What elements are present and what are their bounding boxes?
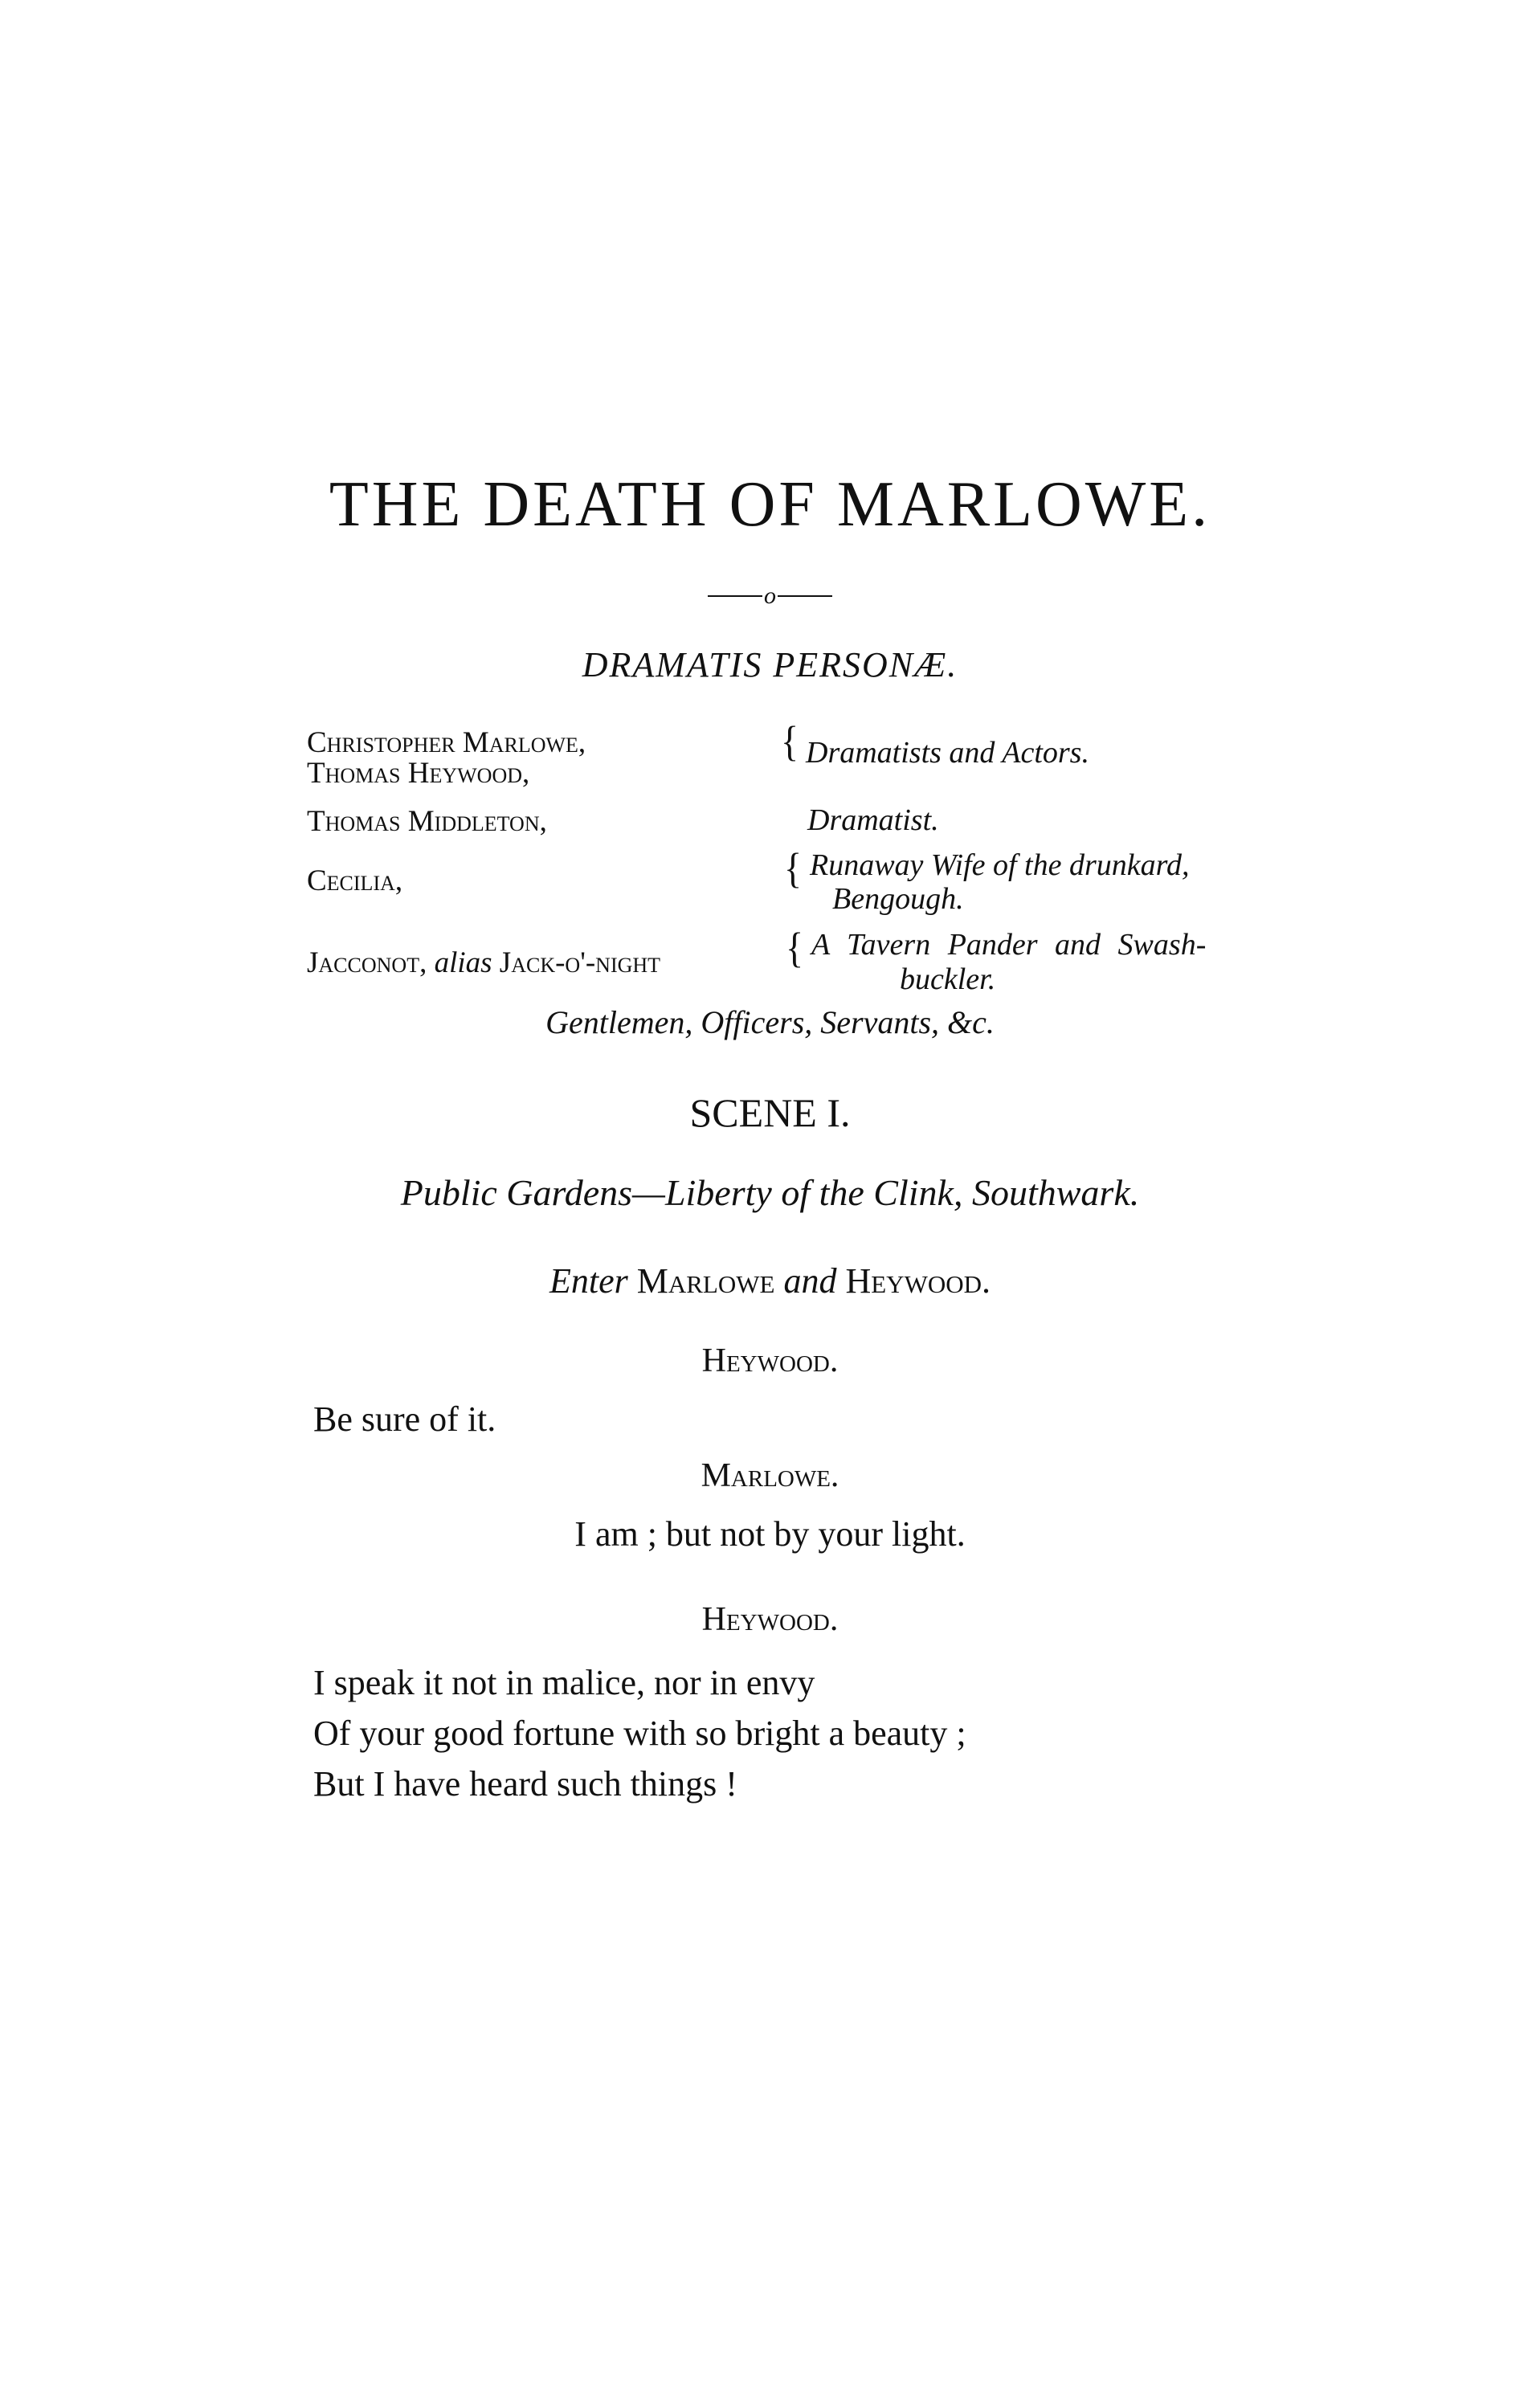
speaker-heywood-1: Heywood. xyxy=(701,1342,839,1379)
scene-heading: SCENE I. xyxy=(689,1090,851,1135)
jack-o-night-name: Jack-o'-night xyxy=(499,946,661,979)
cast-name-marlowe: Christopher Marlowe, xyxy=(307,726,586,759)
role-jacconot-line2: buckler. xyxy=(900,962,996,996)
play-title: THE DEATH OF MARLOWE. xyxy=(329,469,1211,540)
brace-marlowe-heywood: { xyxy=(781,717,799,766)
stage-direction-entry xyxy=(0,1261,1540,1301)
ornament-letter: o xyxy=(764,582,776,610)
cast-name-heywood: Thomas Heywood, xyxy=(307,757,530,790)
scene-setting: Public Gardens—Liberty of the Clink, Southwark. xyxy=(400,1172,1140,1213)
cast-name-cecilia: Cecilia, xyxy=(307,864,403,897)
entry-name-heywood: Heywood. xyxy=(845,1261,991,1301)
verse-line: Of your good fortune with so bright a beauty ; xyxy=(313,1714,966,1753)
speaker-marlowe: Marlowe. xyxy=(701,1457,839,1494)
role-jacconot-line1: A Tavern Pander and Swash- xyxy=(811,928,1207,962)
verse-line: But I have heard such things ! xyxy=(313,1764,737,1804)
enter-word: Enter xyxy=(549,1261,628,1301)
cast-name-jacconot xyxy=(307,948,660,978)
jacconot-name: Jacconot, xyxy=(307,946,427,979)
verse-line: I speak it not in malice, nor in envy xyxy=(313,1663,815,1702)
cast-name-middleton: Thomas Middleton, xyxy=(307,805,547,838)
speaker-heywood-2: Heywood. xyxy=(701,1601,839,1638)
ornament-rule-right xyxy=(778,595,832,597)
role-cecilia-line1: Runaway Wife of the drunkard, xyxy=(810,848,1190,882)
verse-line: I am ; but not by your light. xyxy=(574,1514,966,1554)
role-marlowe-heywood: Dramatists and Actors. xyxy=(806,736,1089,770)
and-word: and xyxy=(783,1261,837,1301)
brace-jacconot: { xyxy=(786,924,804,972)
brace-cecilia: { xyxy=(784,844,803,893)
alias-word: alias xyxy=(434,946,492,979)
title-ornament xyxy=(0,582,1540,608)
verse-line: Be sure of it. xyxy=(313,1399,496,1439)
dramatis-personae-heading: DRAMATIS PERSONÆ. xyxy=(582,645,958,684)
role-cecilia-line2: Bengough. xyxy=(832,882,964,916)
extras-line: Gentlemen, Officers, Servants, &c. xyxy=(545,1004,995,1040)
role-middleton: Dramatist. xyxy=(807,803,939,837)
ornament-rule-left xyxy=(708,595,762,597)
entry-name-marlowe: Marlowe xyxy=(636,1261,775,1301)
